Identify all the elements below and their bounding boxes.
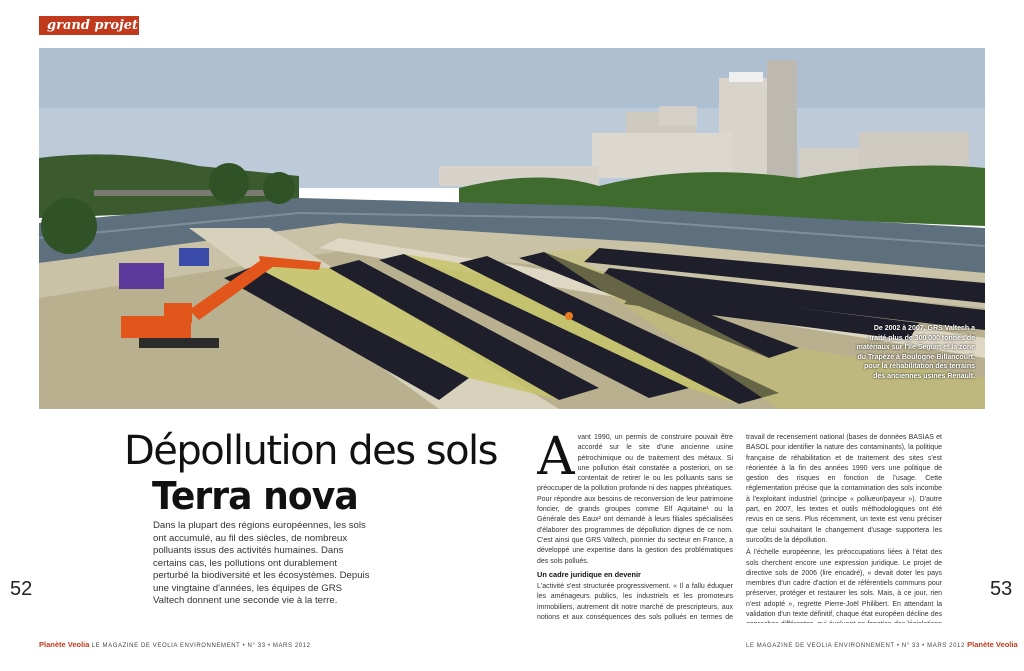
brand-logo: Planète Veolia (39, 640, 90, 649)
article-column-2 (746, 433, 942, 623)
article-column-1 (537, 433, 733, 623)
page-number-right: 53 (990, 578, 1013, 600)
paragraph (746, 548, 942, 623)
footer-left (39, 640, 311, 649)
section-tag: grand projet (39, 16, 139, 35)
construction-site-photo (39, 48, 985, 409)
article-headline: Dépollution des sols (124, 428, 498, 474)
section-heading: Un cadre juridique en devenir (537, 569, 641, 579)
footer-right (746, 640, 1018, 649)
paragraph: L'activité s'est structurée progressivement. « Il a fallu éduquer les aménageurs publics, les industriels et les promoteurs immobiliers, autrement dit notre marché de prescripteurs, aux notions et aux conséquences des sols pollués en termes de (537, 583, 733, 622)
article-subhead: Terra nova (152, 474, 358, 518)
paragraph-text: À l'échelle européenne, les préoccupations liées à l'état des sols cherchent encore une expression juridique. Le projet de directive sols de 2006 (lire encadré), « devait doter les pays membres d'un cadre d'action et de référentiels communs pour préserver, protéger et restaurer les sols. Mais, à ce jour, rien n'est adopté », regrette Pierre-Joël Philibert. En attendant la validation d'un texte définitif, chaque état européen décline des (746, 549, 942, 619)
footer-text: LE MAGAZINE DE VEOLIA ENVIRONNEMENT • N° 33 • MARS 2012 (91, 643, 311, 649)
paragraph: travail de recensement national (bases de données BASIAS et BASOL pour identifier la nature des contaminants), la politique française de réhabilitation et de traitement des sites s'est réorientée à la fin des années 1990 vers une politique de gestion des risques en fonction de l'usage. Cette réglementation précise que la contamination des sols incombe à l'exploitant industriel (principe « pollueur/payeur »). D'autre part, en 2007, les textes et outils méthodologiques ont été revus en ce sens. Plus récemment, un texte est venu préciser que celui souhaitant le changement d'usage supportera les surcoûts de la dépollution. (746, 434, 942, 544)
photo-caption: De 2002 à 2007, GRS Valtech a traité plus de 300 000 tonnes de matériaux sur l'île Seguin et la zone du Trapèze à Boulogne-Billancourt, pour la réhabilitation des terrains des anciennes usines Renault. (856, 325, 975, 380)
paragraph: vant 1990, un permis de construire pouvait être accordé sur le site d'une ancienne usine pétrochimique ou de traitement des métaux. Si une pollution était constatée a posteriori, on se contentait de retirer le ou les polluants sans se préoccuper de la pollution profonde ni des nappes phréatiques. Pour répondre aux besoins de reconversion de leur patrimoine foncier, de grands groupes comme Elf Aquitaine¹ ou la Générale des Eaux² ont demandé à leurs filiales spécialisées d'élaborer des programmes de dépollution dignes de ce nom. C'est ainsi que GRS Valtech, pionnier du secteur en France, a développé une expertise dans la gestion des problématiques des sols pollués. (537, 434, 733, 565)
page-number-left: 52 (10, 578, 33, 600)
drop-cap: A (537, 433, 575, 487)
article-intro: Dans la plupart des régions européennes, les sols ont accumulé, au fil des siècles, de nombreux polluants issus des activités humaines. Dans certains cas, les pollutions ont durablement perturbé la biodiversité et les écosystèmes. Depuis une vingtaine d'années, les équipes de GRS Valtech donnent une seconde vie à la terre. (153, 520, 370, 606)
hero-photo (39, 48, 985, 409)
brand-logo: Planète Veolia (967, 640, 1018, 649)
footer-text: LE MAGAZINE DE VEOLIA ENVIRONNEMENT • N° 33 • MARS 2012 (746, 643, 965, 649)
